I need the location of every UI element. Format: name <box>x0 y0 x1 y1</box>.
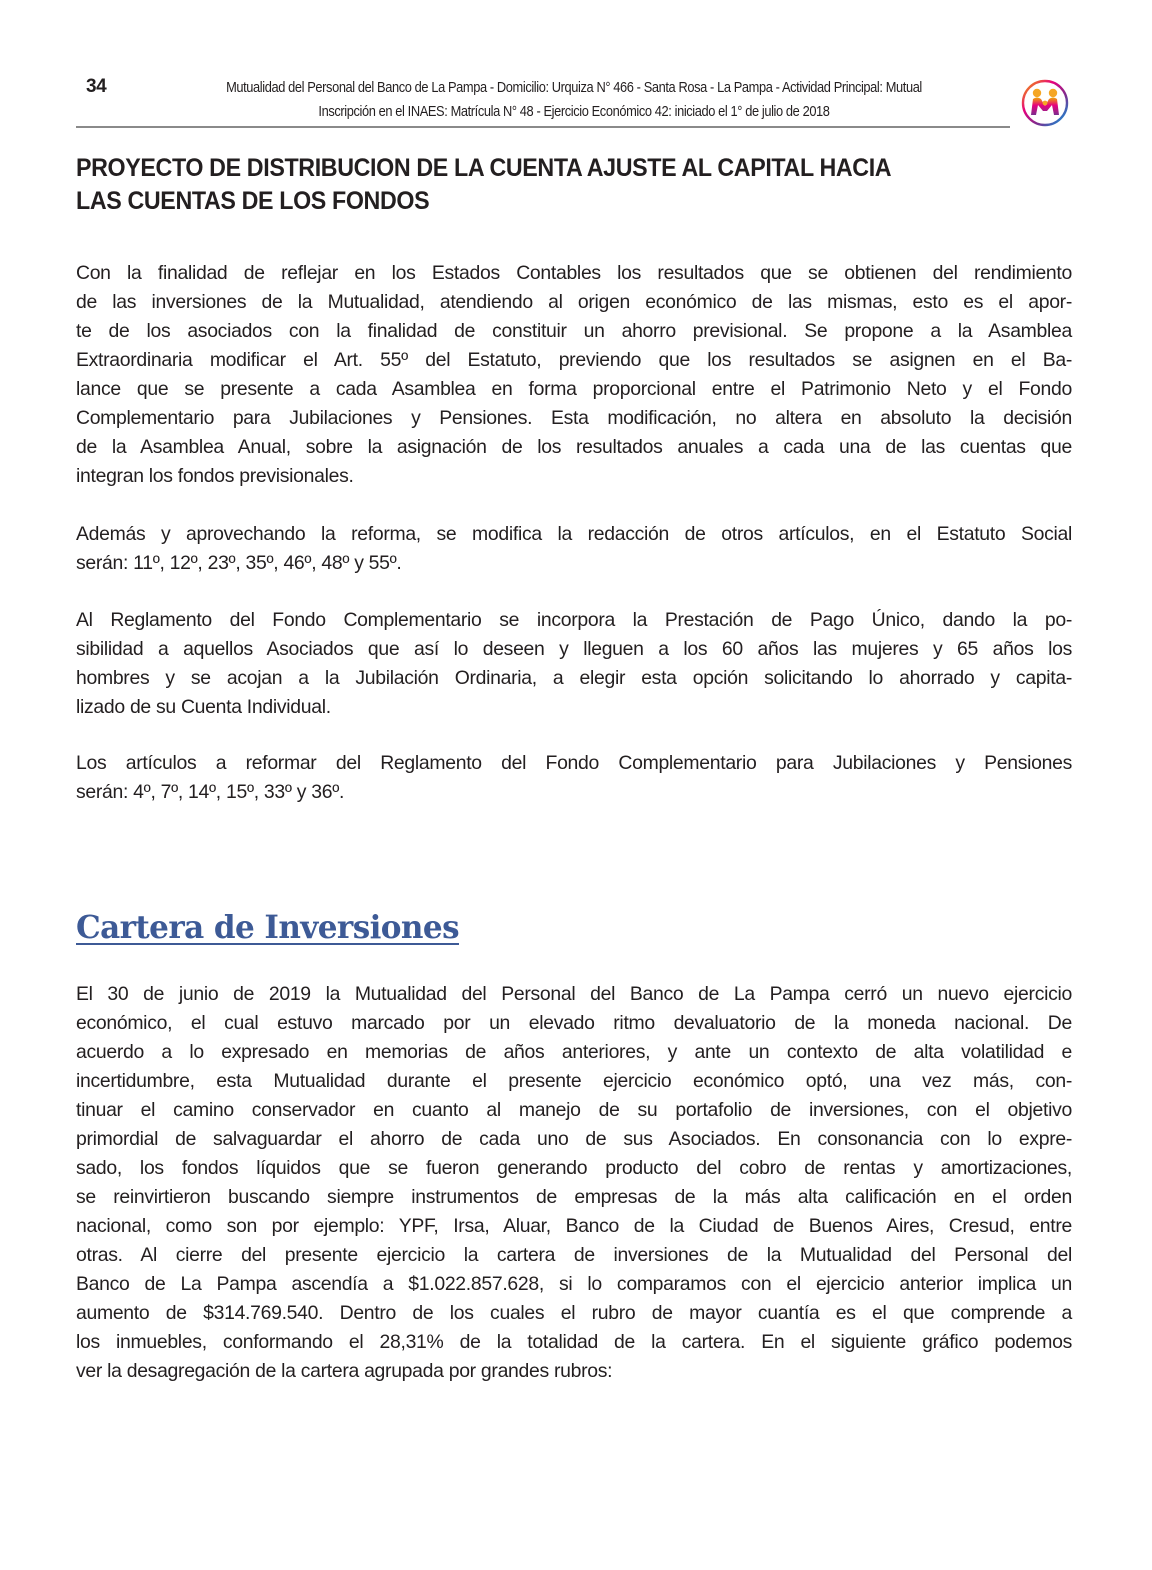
text-line: Al Reglamento del Fondo Complementario se incorpora la Prestación de Pago Único, dando la po- <box>76 609 1072 631</box>
text-line: serán: 4º, 7º, 14º, 15º, 33º y 36º. <box>76 781 345 803</box>
mutual-logo-icon <box>1020 78 1070 128</box>
text-line: de la Asamblea Anual, sobre la asignación de los resultados anuales a cada una de las cuentas que <box>76 436 1072 458</box>
text-line: Extraordinaria modificar el Art. 55º del Estatuto, previendo que los resultados se asignen en el Ba- <box>76 349 1072 371</box>
text-line: Además y aprovechando la reforma, se modifica la redacción de otros artículos, en el Estatuto Social <box>76 523 1072 545</box>
text-line: incertidumbre, esta Mutualidad durante el presente ejercicio económico optó, una vez más, con- <box>76 1070 1072 1092</box>
header-line-registration: Inscripción en el INAES: Matrícula N° 48 - Ejercicio Económico 42: iniciado el 1° de julio de 2018 <box>318 104 830 120</box>
paragraph-cartera <box>76 980 1072 1386</box>
text-line: serán: 11º, 12º, 23º, 35º, 46º, 48º y 55º. <box>76 552 402 574</box>
text-line: ver la desagregación de la cartera agrupada por grandes rubros: <box>76 1360 613 1382</box>
paragraph-reforma-estatuto <box>76 520 1072 578</box>
text-line: aumento de $314.769.540. Dentro de los cuales el rubro de mayor cuantía es el que comprende a <box>76 1302 1072 1324</box>
text-line: sado, los fondos líquidos que se fueron generando producto del cobro de rentas y amortizaciones, <box>76 1157 1072 1179</box>
text-line: tinuar el camino conservador en cuanto al manejo de su portafolio de inversiones, con el objetivo <box>76 1099 1072 1121</box>
text-line: te de los asociados con la finalidad de constituir un ahorro previsional. Se propone a la Asamblea <box>76 320 1072 342</box>
text-line: de las inversiones de la Mutualidad, atendiendo al origen económico de las mismas, esto es el apor- <box>76 291 1072 313</box>
text-line: económico, el cual estuvo marcado por un elevado ritmo devaluatorio de la moneda nacional. De <box>76 1012 1072 1034</box>
text-line: sibilidad a aquellos Asociados que así lo deseen y lleguen a los 60 años las mujeres y 65 años los <box>76 638 1072 660</box>
text-line: otras. Al cierre del presente ejercicio la cartera de inversiones de la Mutualidad del Personal del <box>76 1244 1072 1266</box>
section-title-cartera-inversiones: Cartera de Inversiones <box>76 908 459 946</box>
text-line: los inmuebles, conformando el 28,31% de la totalidad de la cartera. En el siguiente gráfico podemos <box>76 1331 1072 1353</box>
section-title-proyecto-distribucion <box>76 152 1076 218</box>
paragraph-finalidad <box>76 259 1072 491</box>
page-header <box>76 70 1010 128</box>
paragraph-pago-unico <box>76 606 1072 722</box>
text-line: Los artículos a reformar del Reglamento del Fondo Complementario para Jubilaciones y Pensiones <box>76 752 1072 774</box>
page-number: 34 <box>86 76 107 97</box>
text-line: nacional, como son por ejemplo: YPF, Irsa, Aluar, Banco de la Ciudad de Buenos Aires, Cresud, entre <box>76 1215 1072 1237</box>
text-line: El 30 de junio de 2019 la Mutualidad del Personal del Banco de La Pampa cerró un nuevo ejercicio <box>76 983 1072 1005</box>
text-line: lizado de su Cuenta Individual. <box>76 696 331 718</box>
text-line: se reinvirtieron buscando siempre instrumentos de empresas de la más alta calificación en el orden <box>76 1186 1072 1208</box>
text-line: hombres y se acojan a la Jubilación Ordinaria, a elegir esta opción solicitando lo ahorrado y capita- <box>76 667 1072 689</box>
text-line: lance que se presente a cada Asamblea en forma proporcional entre el Patrimonio Neto y el Fondo <box>76 378 1072 400</box>
text-line: Complementario para Jubilaciones y Pensiones. Esta modificación, no altera en absoluto la decisión <box>76 407 1072 429</box>
paragraph-articulos-reglamento <box>76 749 1072 807</box>
header-divider <box>76 126 1010 128</box>
text-line: Con la finalidad de reflejar en los Estados Contables los resultados que se obtienen del rendimiento <box>76 262 1072 284</box>
text-line: integran los fondos previsionales. <box>76 465 354 487</box>
text-line: Banco de La Pampa ascendía a $1.022.857.628, si lo comparamos con el ejercicio anterior implica un <box>76 1273 1072 1295</box>
header-info <box>197 76 950 124</box>
section-title-line: LAS CUENTAS DE LOS FONDOS <box>76 187 430 215</box>
text-line: acuerdo a lo expresado en memorias de años anteriores, y ante un contexto de alta volatilidad e <box>76 1041 1072 1063</box>
section-title-line: PROYECTO DE DISTRIBUCION DE LA CUENTA AJUSTE AL CAPITAL HACIA <box>76 154 892 182</box>
header-line-organization: Mutualidad del Personal del Banco de La Pampa - Domicilio: Urquiza N° 466 - Santa Rosa - La Pampa - Actividad Principal: Mutual <box>226 80 922 96</box>
text-line: primordial de salvaguardar el ahorro de cada uno de sus Asociados. En consonancia con lo expre- <box>76 1128 1072 1150</box>
